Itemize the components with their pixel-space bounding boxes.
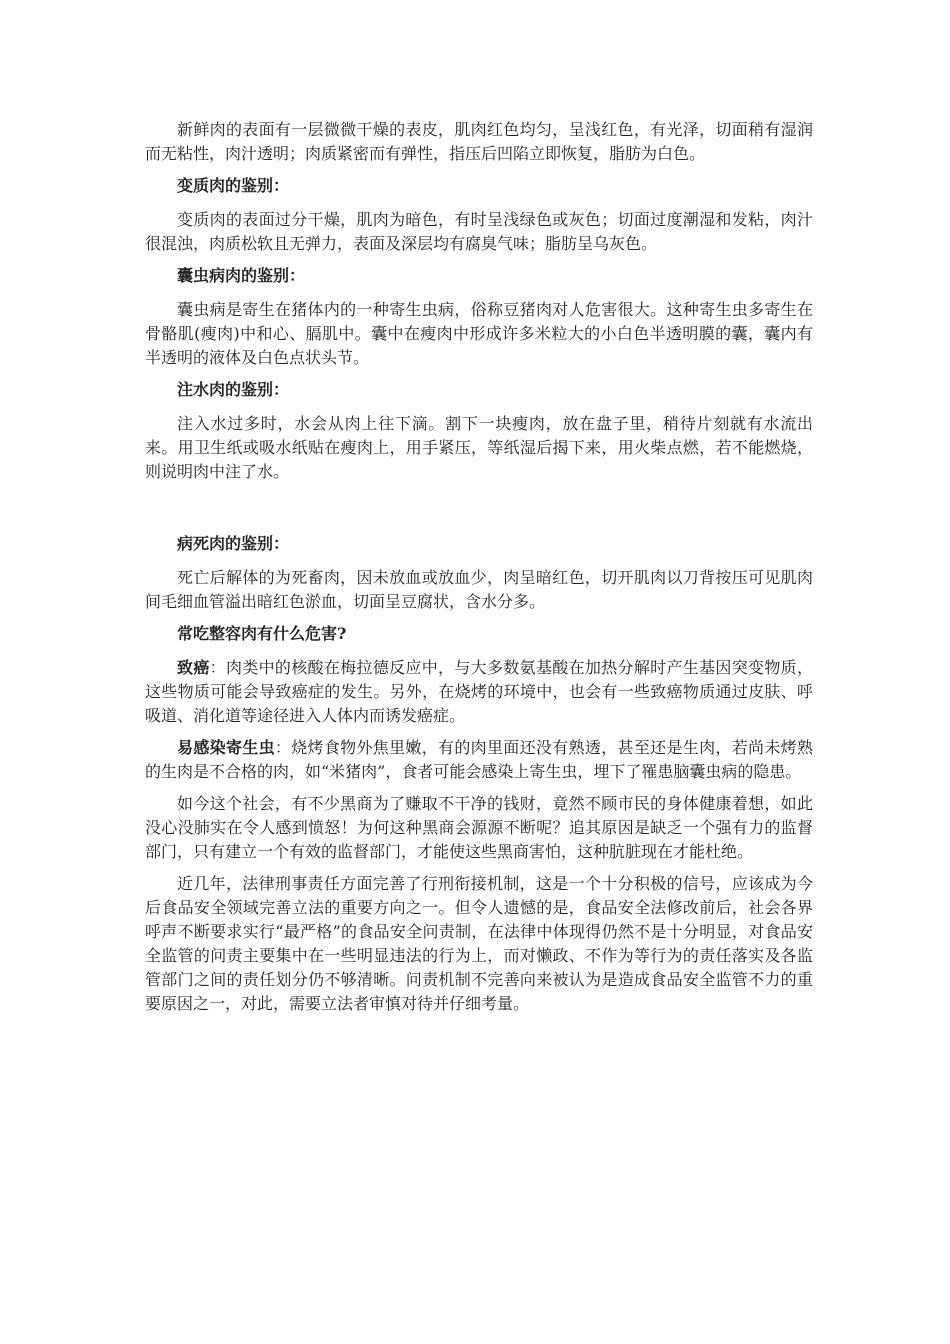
document-body bbox=[145, 118, 813, 1024]
paragraph-spacer bbox=[145, 492, 813, 532]
cancer-paragraph bbox=[145, 656, 813, 728]
law-paragraph: 近几年，法律刑事责任方面完善了行刑衔接机制，这是一个十分积极的信号，应该成为今后食品安全领域完善立法的重要方向之一。但令人遗憾的是，食品安全法修改前后，社会各界呼声不断要求实行“最严格”的食品安全问责制，在法律中体现得仍然不是十分明显，对食品安全监管的问责主要集中在一些明显违法的行为上，而对懒政、不作为等行为的责任落实及各监管部门之间的责任划分仍不够清晰。问责机制不完善向来被认为是造成食品安全监管不力的重要原因之一，对此，需要立法者审慎对待并仔细考量。 bbox=[145, 874, 813, 1013]
water-injected-paragraph: 注入水过多时，水会从肉上往下滴。割下一块瘦肉，放在盘子里，稍待片刻就有水流出来。用卫生纸或吸水纸贴在瘦肉上，用手紧压，等纸湿后揭下来，用火柴点燃，若不能燃烧，则说明肉中注了水。 bbox=[145, 414, 813, 481]
cysticercosis-paragraph: 囊虫病是寄生在猪体内的一种寄生虫病，俗称豆猪肉对人危害很大。这种寄生虫多寄生在骨骼肌(瘦肉)中和心、膈肌中。囊中在瘦肉中形成许多米粒大的小白色半透明膜的囊，囊内有半透明的液体及白色点状头节。 bbox=[145, 300, 813, 367]
parasite-paragraph bbox=[145, 736, 813, 784]
reshaped-meat-heading: 常吃整容肉有什么危害? bbox=[177, 624, 347, 643]
dead-animal-paragraph: 死亡后解体的为死畜肉，因未放血或放血少，肉呈暗红色，切开肌肉以刀背按压可见肌肉间毛细血管溢出暗红色淤血，切面呈豆腐状，含水分多。 bbox=[145, 568, 813, 611]
fresh-meat-paragraph: 新鲜肉的表面有一层微微干燥的表皮，肌肉红色均匀，呈浅红色，有光泽，切面稍有湿润而无粘性，肉汁透明；肉质紧密而有弹性，指压后凹陷立即恢复，脂肪为白色。 bbox=[145, 120, 813, 163]
society-paragraph: 如今这个社会，有不少黑商为了赚取不干净的钱财，竟然不顾市民的身体健康着想，如此没心没肺实在令人感到愤怒！为何这种黑商会源源不断呢？追其原因是缺乏一个强有力的监督部门，只有建立一个有效的监督部门，才能使这些黑商害怕，这种肮脏现在才能杜绝。 bbox=[145, 794, 813, 861]
cysticercosis-heading: 囊虫病肉的鉴别： bbox=[177, 266, 306, 285]
spoiled-meat-heading: 变质肉的鉴别： bbox=[177, 176, 290, 195]
parasite-label: 易感染寄生虫 bbox=[177, 738, 275, 757]
spoiled-meat-paragraph: 变质肉的表面过分干燥，肌肉为暗色，有时呈浅绿色或灰色；切面过度潮湿和发粘，肉汁很混浊，肉质松软且无弹力，表面及深层均有腐臭气味；脂肪呈乌灰色。 bbox=[145, 210, 813, 253]
cancer-label: 致癌 bbox=[177, 658, 210, 677]
cancer-text: ：肉类中的核酸在梅拉德反应中，与大多数氨基酸在加热分解时产生基因突变物质，这些物质可能会导致癌症的发生。另外，在烧烤的环境中，也会有一些致癌物质通过皮肤、呼吸道、消化道等途径进入人体内而诱发癌症。 bbox=[145, 658, 813, 725]
water-injected-heading: 注水肉的鉴别： bbox=[177, 380, 290, 399]
dead-animal-heading: 病死肉的鉴别： bbox=[177, 534, 290, 553]
parasite-text: ：烧烤食物外焦里嫩，有的肉里面还没有熟透，甚至还是生肉，若尚未烤熟的生肉是不合格的肉，如“米猪肉”，食者可能会感染上寄生虫，埋下了罹患脑囊虫病的隐患。 bbox=[145, 738, 813, 781]
